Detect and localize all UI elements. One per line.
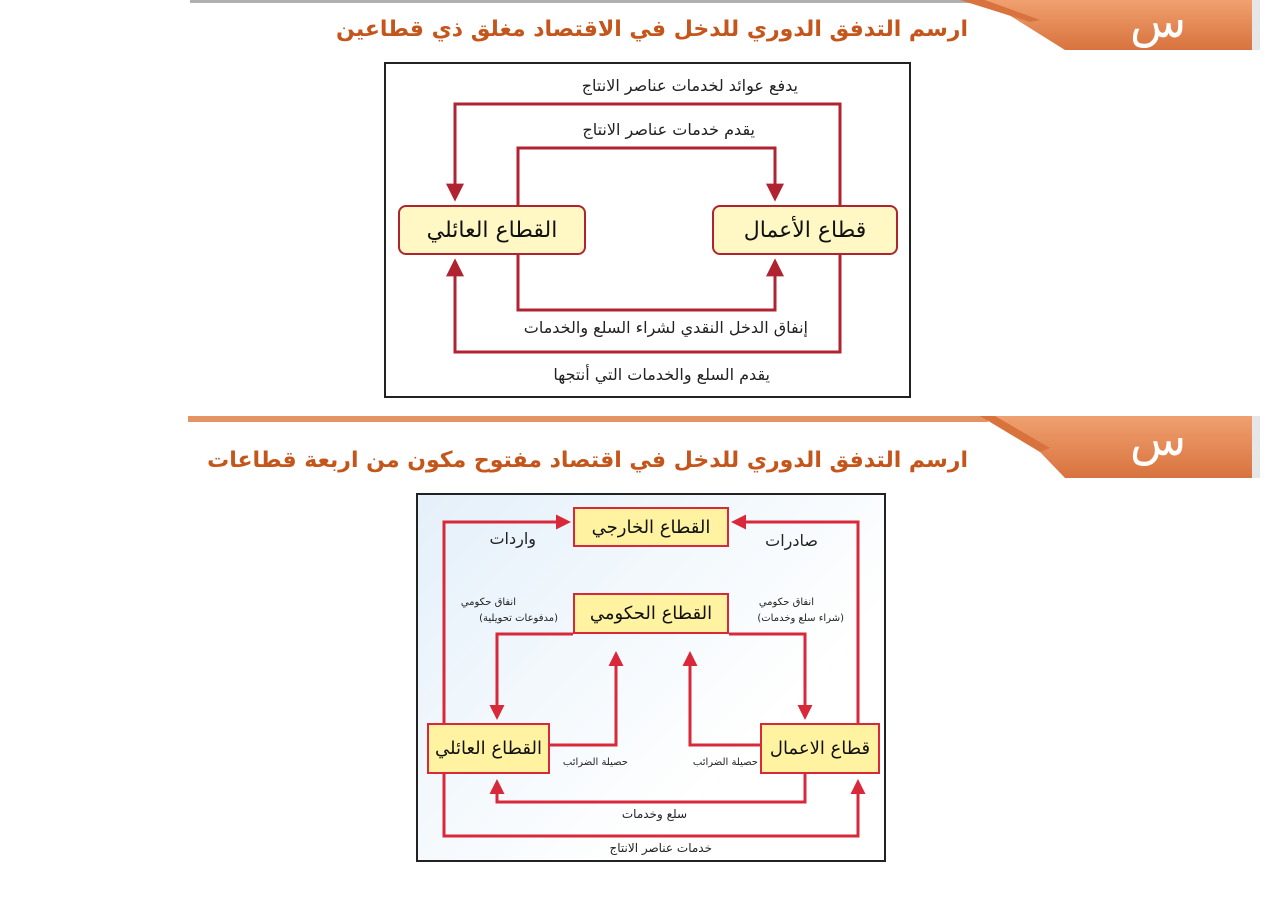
flow-factor-line-2: [444, 774, 858, 836]
label-consumer-spending: إنفاق الدخل النقدي لشراء السلع والخدمات: [523, 318, 808, 337]
label-tax-left: حصيلة الضرائب: [562, 757, 628, 768]
question-title-2: ارسم التدفق الدوري للدخل في اقتصاد مفتوح مكون من اربعة قطاعات: [207, 448, 968, 473]
question-symbol-2: س: [1130, 412, 1187, 466]
label-gov-spending-right-1: انفاق حكومي: [758, 597, 814, 608]
label-factor-services-2: خدمات عناصر الانتاج: [609, 841, 712, 855]
question-title-1: ارسم التدفق الدوري للدخل في الاقتصاد مغلق ذي قطاعين: [336, 17, 968, 42]
label-goods-services-2: سلع وخدمات: [621, 807, 687, 821]
question-symbol-1: س: [1130, 0, 1187, 48]
label-goods-services: يقدم السلع والخدمات التي أنتجها: [553, 365, 770, 384]
flow-tax-right-line: [690, 654, 760, 745]
node-household: القطاع العائلي: [398, 205, 586, 255]
label-exports: صادرات: [765, 531, 818, 550]
flow-gov-spending-right-line: [729, 634, 805, 717]
label-gov-spending-left-2: (مدفوعات تحويلية): [479, 613, 558, 624]
flow-goods-line-2: [497, 774, 805, 802]
node-business-2: قطاع الاعمال: [760, 723, 880, 774]
label-tax-right: حصيلة الضرائب: [692, 757, 758, 768]
label-factor-services: يقدم خدمات عناصر الانتاج: [582, 120, 755, 139]
label-factor-payments: يدفع عوائد لخدمات عناصر الانتاج: [581, 76, 798, 95]
node-government: القطاع الحكومي: [573, 593, 729, 634]
node-foreign: القطاع الخارجي: [573, 507, 729, 547]
flow-tax-left-line: [550, 654, 616, 745]
label-gov-spending-left-1: انفاق حكومي: [460, 597, 516, 608]
node-household-2: القطاع العائلي: [427, 723, 550, 774]
label-gov-spending-right-2: (شراء سلع وخدمات): [757, 613, 844, 624]
flow-gov-spending-left-line: [497, 634, 573, 717]
label-imports: واردات: [489, 529, 536, 548]
node-business: قطاع الأعمال: [712, 205, 898, 255]
